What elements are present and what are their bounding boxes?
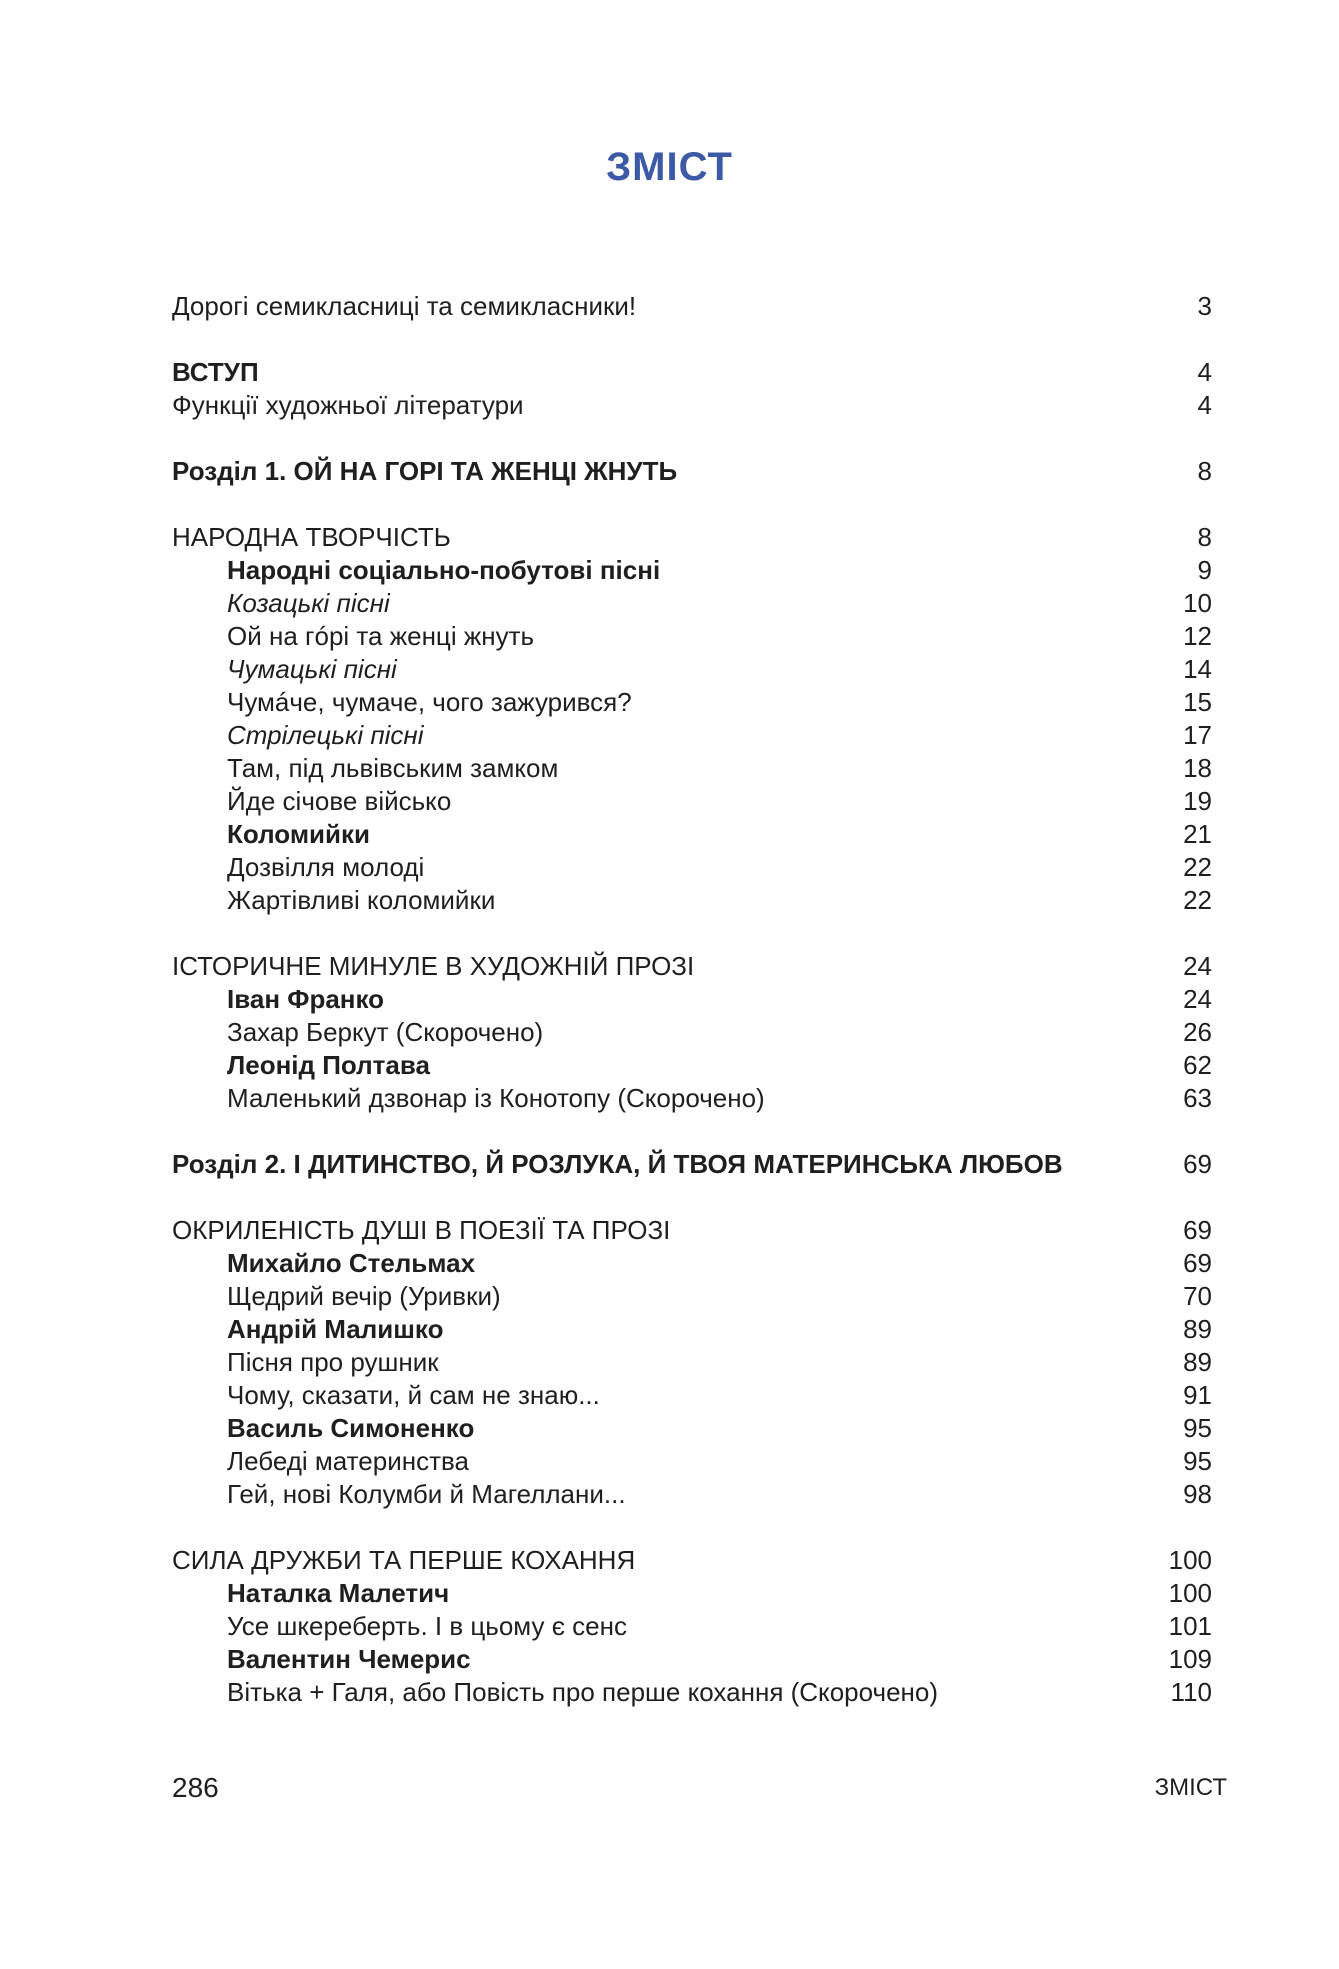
- toc-section-label: СИЛА ДРУЖБИ ТА ПЕРШЕ КОХАННЯ: [172, 1545, 636, 1575]
- toc-author[interactable]: [172, 1049, 1212, 1082]
- toc-entry[interactable]: [172, 389, 1212, 422]
- toc-author-label: Іван Франко: [227, 984, 385, 1014]
- toc-section-label: ОКРИЛЕНІСТЬ ДУШІ В ПОЕЗІЇ ТА ПРОЗІ: [172, 1215, 671, 1245]
- toc-entry-page: 17: [1183, 720, 1212, 750]
- toc-entry-page: 110: [1170, 1677, 1212, 1707]
- toc-entry-label: Функції художньої літератури: [172, 390, 524, 420]
- toc-entry-page: 63: [1183, 1083, 1212, 1113]
- toc-entry-label: Жартівливі коломийки: [227, 885, 496, 915]
- toc-entry-label: Чому, сказати, й сам не знаю...: [227, 1380, 600, 1410]
- toc-author-label: Андрій Малишко: [227, 1314, 444, 1344]
- toc-entry[interactable]: [172, 587, 1212, 620]
- toc-chapter[interactable]: [172, 455, 1212, 488]
- toc-entry-page: 69: [1183, 1149, 1212, 1179]
- toc-entry-label: Народні соціально-побутові пісні: [227, 555, 661, 585]
- toc-entry-label: Щедрий вечір (Уривки): [227, 1281, 501, 1311]
- toc-entry[interactable]: [172, 686, 1212, 719]
- toc-entry-page: 95: [1183, 1446, 1212, 1476]
- page-title: ЗМІСТ: [606, 145, 733, 189]
- toc-entry-page: 22: [1183, 852, 1212, 882]
- toc-author[interactable]: [172, 1313, 1212, 1346]
- toc-entry-label: Усе шкереберть. І в цьому є сенс: [227, 1611, 628, 1641]
- toc-entry-page: 101: [1168, 1611, 1212, 1641]
- toc-entry[interactable]: [172, 818, 1212, 851]
- toc-author[interactable]: [172, 1412, 1212, 1445]
- page-number: 286: [172, 1772, 219, 1803]
- toc-entry[interactable]: [172, 1478, 1212, 1511]
- toc-entry-page: 4: [1197, 390, 1212, 420]
- toc-entry-label: Дозвілля молоді: [227, 852, 425, 882]
- toc-entry[interactable]: [172, 752, 1212, 785]
- toc-entry[interactable]: [172, 1346, 1212, 1379]
- toc-entry-label: ВСТУП: [172, 357, 259, 387]
- toc-entry-label: Там, під львівським замком: [227, 753, 559, 783]
- toc-entry-page: 109: [1168, 1644, 1212, 1674]
- toc-author-label: Михайло Стельмах: [227, 1248, 476, 1278]
- toc-entry[interactable]: [172, 1280, 1212, 1313]
- toc-section[interactable]: [172, 1544, 1212, 1577]
- toc-entry-page: 3: [1197, 291, 1212, 321]
- toc-entry-label: Гей, нові Колумби й Магеллани...: [227, 1479, 626, 1509]
- toc-entry-page: 8: [1197, 456, 1212, 486]
- toc-entry-label: Чумацькі пісні: [227, 654, 397, 684]
- toc-entry-page: 95: [1183, 1413, 1212, 1443]
- toc-entry-label: Вітька + Галя, або Повість про перше кохання (Скорочено): [227, 1677, 939, 1707]
- toc-entry[interactable]: [172, 1082, 1212, 1115]
- toc-entry-page: 100: [1168, 1545, 1212, 1575]
- toc-entry[interactable]: [172, 719, 1212, 752]
- toc-entry-page: 19: [1183, 786, 1212, 816]
- toc-section-label: ІСТОРИЧНЕ МИНУЛЕ В ХУДОЖНІЙ ПРОЗІ: [172, 951, 695, 981]
- toc-section[interactable]: [172, 950, 1212, 983]
- toc-entry[interactable]: [172, 884, 1212, 917]
- toc-entry[interactable]: [172, 1610, 1212, 1643]
- toc-entry-page: 10: [1183, 588, 1212, 618]
- toc-entry-page: 12: [1183, 621, 1212, 651]
- toc-entry[interactable]: [172, 1379, 1212, 1412]
- toc-entry-page: 98: [1183, 1479, 1212, 1509]
- toc-author[interactable]: [172, 1643, 1212, 1676]
- toc-section[interactable]: [172, 521, 1212, 554]
- toc-entry[interactable]: [172, 851, 1212, 884]
- toc-entry-page: 21: [1183, 819, 1212, 849]
- toc-entry-page: 69: [1183, 1215, 1212, 1245]
- toc-author-label: Василь Симоненко: [227, 1413, 475, 1443]
- toc-entry[interactable]: [172, 1016, 1212, 1049]
- toc-entry-page: 4: [1197, 357, 1212, 387]
- running-title: ЗМІСТ: [1154, 1774, 1227, 1801]
- toc-chapter-label: Розділ 1. ОЙ НА ГОРІ ТА ЖЕНЦІ ЖНУТЬ: [172, 456, 678, 486]
- toc-entry-label: Козацькі пісні: [227, 588, 390, 618]
- toc-author-label: Наталка Малетич: [227, 1578, 450, 1608]
- toc-entry-page: 14: [1183, 654, 1212, 684]
- toc-entry-page: 26: [1183, 1017, 1212, 1047]
- toc-entry-page: 24: [1183, 951, 1212, 981]
- toc-entry-page: 8: [1197, 522, 1212, 552]
- toc-author-label: Леонід Полтава: [227, 1050, 430, 1080]
- toc-entry-label: Йде січове військо: [227, 786, 452, 816]
- toc-entry-label: Дорогі семикласниці та семикласники!: [172, 291, 637, 321]
- toc-entry[interactable]: [172, 1676, 1212, 1709]
- toc-section-label: НАРОДНА ТВОРЧІСТЬ: [172, 522, 451, 552]
- toc-entry[interactable]: [172, 1445, 1212, 1478]
- toc-author[interactable]: [172, 1577, 1212, 1610]
- table-of-contents: [172, 290, 1212, 1709]
- toc-author[interactable]: [172, 983, 1212, 1016]
- toc-chapter[interactable]: [172, 1148, 1212, 1181]
- toc-entry-page: 18: [1183, 753, 1212, 783]
- toc-entry-page: 15: [1183, 687, 1212, 717]
- toc-entry-page: 89: [1183, 1347, 1212, 1377]
- toc-entry[interactable]: [172, 356, 1212, 389]
- toc-entry[interactable]: [172, 785, 1212, 818]
- toc-entry[interactable]: [172, 554, 1212, 587]
- toc-entry-page: 70: [1183, 1281, 1212, 1311]
- toc-entry-page: 22: [1183, 885, 1212, 915]
- toc-entry-page: 24: [1183, 984, 1212, 1014]
- toc-entry-label: Коломийки: [227, 819, 371, 849]
- toc-author[interactable]: [172, 1247, 1212, 1280]
- toc-entry-label: Стрілецькі пісні: [227, 720, 424, 750]
- toc-entry-label: Захар Беркут (Скорочено): [227, 1017, 544, 1047]
- toc-section[interactable]: [172, 1214, 1212, 1247]
- toc-entry-label: Маленький дзвонар із Конотопу (Скорочено): [227, 1083, 765, 1113]
- toc-entry[interactable]: [172, 290, 1212, 323]
- toc-entry-page: 69: [1183, 1248, 1212, 1278]
- toc-entry[interactable]: [172, 620, 1212, 653]
- toc-entry[interactable]: [172, 653, 1212, 686]
- toc-entry-label: Пісня про рушник: [227, 1347, 439, 1377]
- toc-entry-page: 91: [1183, 1380, 1212, 1410]
- toc-entry-label: Чумáче, чумаче, чого зажурився?: [227, 687, 632, 717]
- toc-entry-label: Лебеді материнства: [227, 1446, 469, 1476]
- toc-entry-label: Ой на гóрі та женці жнуть: [227, 621, 535, 651]
- toc-entry-page: 89: [1183, 1314, 1212, 1344]
- toc-author-label: Валентин Чемерис: [227, 1644, 471, 1674]
- toc-entry-page: 62: [1183, 1050, 1212, 1080]
- toc-chapter-label: Розділ 2. І ДИТИНСТВО, Й РОЗЛУКА, Й ТВОЯ МАТЕРИНСЬКА ЛЮБОВ: [172, 1149, 1063, 1179]
- toc-entry-page: 100: [1168, 1578, 1212, 1608]
- toc-entry-page: 9: [1197, 555, 1212, 585]
